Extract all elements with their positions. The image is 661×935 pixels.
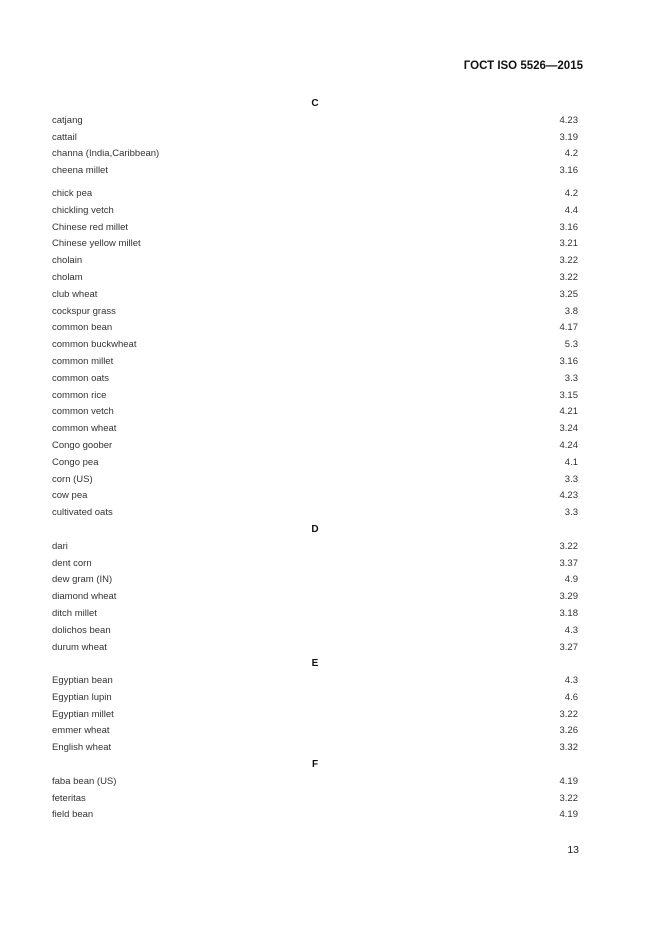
index-entry xyxy=(52,673,578,690)
entry-ref: 3.37 xyxy=(559,557,578,569)
entry-term: club wheat xyxy=(52,288,98,300)
entry-ref: 3.16 xyxy=(559,355,578,367)
index-entry xyxy=(52,203,578,220)
index-entry xyxy=(52,623,578,640)
index-entry xyxy=(52,556,578,573)
section-letter: E xyxy=(311,658,319,670)
entry-ref: 4.19 xyxy=(559,775,578,787)
entry-term: Congo pea xyxy=(52,456,99,468)
index-entry xyxy=(52,707,578,724)
entry-term: durum wheat xyxy=(52,641,107,653)
entry-ref: 4.23 xyxy=(559,114,578,126)
entry-ref: 3.21 xyxy=(559,238,578,250)
index-entry xyxy=(52,130,578,147)
entry-ref: 3.27 xyxy=(559,641,578,653)
index-entry xyxy=(52,438,578,455)
index-section-f xyxy=(52,757,578,824)
index-entry xyxy=(52,270,578,287)
entry-ref: 3.3 xyxy=(564,473,578,485)
index-entry xyxy=(52,113,578,130)
entry-ref: 4.17 xyxy=(559,322,578,334)
entry-term: Egyptian lupin xyxy=(52,691,112,703)
index-entry xyxy=(52,146,578,163)
entry-ref: 3.3 xyxy=(564,507,578,519)
index-entry xyxy=(52,455,578,472)
entry-ref: 4.3 xyxy=(564,624,578,636)
entry-term: common bean xyxy=(52,322,113,334)
entry-term: ditch millet xyxy=(52,607,97,619)
entry-ref: 3.24 xyxy=(559,423,578,435)
index-entry xyxy=(52,774,578,791)
section-letter: F xyxy=(311,759,319,771)
index-entry xyxy=(52,589,578,606)
index-entry xyxy=(52,320,578,337)
index-entry xyxy=(52,404,578,421)
index-entry xyxy=(52,354,578,371)
entry-term: Egyptian millet xyxy=(52,708,114,720)
entry-term: common buckwheat xyxy=(52,339,137,351)
entry-term: feteritas xyxy=(52,792,86,804)
section-letter: C xyxy=(311,98,319,109)
entry-ref: 3.22 xyxy=(559,708,578,720)
entry-ref: 4.2 xyxy=(564,187,578,199)
index-entry xyxy=(52,488,578,505)
entry-term: catjang xyxy=(52,114,83,126)
entry-term: common millet xyxy=(52,355,114,367)
index-entry xyxy=(52,723,578,740)
entry-ref: 3.3 xyxy=(564,372,578,384)
index-entry xyxy=(52,807,578,824)
entry-term: diamond wheat xyxy=(52,591,117,603)
entry-term: English wheat xyxy=(52,742,112,754)
entry-term: chickling vetch xyxy=(52,204,114,216)
entry-ref: 3.32 xyxy=(559,742,578,754)
entry-ref: 4.19 xyxy=(559,809,578,821)
entry-term: Chinese yellow millet xyxy=(52,238,141,250)
entry-ref: 3.22 xyxy=(559,271,578,283)
entry-ref: 3.19 xyxy=(559,131,578,143)
index-section-e xyxy=(52,656,578,757)
entry-ref: 4.3 xyxy=(564,675,578,687)
entry-term: chick pea xyxy=(52,187,93,199)
index-entry xyxy=(52,539,578,556)
section-letter: D xyxy=(311,523,319,535)
entry-term: corn (US) xyxy=(52,473,93,485)
entry-ref: 3.22 xyxy=(559,792,578,804)
index-entry xyxy=(52,236,578,253)
entry-term: cholam xyxy=(52,271,83,283)
entry-ref: 3.8 xyxy=(564,305,578,317)
entry-term: Chinese red millet xyxy=(52,221,129,233)
entry-term: common rice xyxy=(52,389,107,401)
index-entry xyxy=(52,640,578,657)
index-entry xyxy=(52,163,578,180)
entry-ref: 4.4 xyxy=(564,204,578,216)
entry-ref: 4.24 xyxy=(559,439,578,451)
index-entry xyxy=(52,472,578,489)
entry-ref: 4.23 xyxy=(559,490,578,502)
entry-term: dent corn xyxy=(52,557,92,569)
entry-term: dari xyxy=(52,540,68,552)
entry-term: Congo goober xyxy=(52,439,113,451)
entry-term: dew gram (IN) xyxy=(52,574,113,586)
entry-ref: 4.21 xyxy=(559,406,578,418)
entry-term: common vetch xyxy=(52,406,114,418)
entry-term: common oats xyxy=(52,372,110,384)
entry-term: cheena millet xyxy=(52,165,108,177)
index-entry xyxy=(52,421,578,438)
index-entry xyxy=(52,740,578,757)
entry-ref: 5.3 xyxy=(564,339,578,351)
index-entry xyxy=(52,304,578,321)
index-entry xyxy=(52,253,578,270)
entry-ref: 3.22 xyxy=(559,540,578,552)
index-section-d xyxy=(52,522,578,656)
entry-term: Egyptian bean xyxy=(52,675,113,687)
alphabetical-index xyxy=(52,96,578,824)
entry-term: channa (India,Caribbean) xyxy=(52,148,160,160)
entry-term: emmer wheat xyxy=(52,725,110,737)
entry-term: common wheat xyxy=(52,423,117,435)
entry-term: faba bean (US) xyxy=(52,775,117,787)
entry-ref: 3.18 xyxy=(559,607,578,619)
entry-term: cockspur grass xyxy=(52,305,116,317)
index-entry xyxy=(52,606,578,623)
document-code-header: ГОСТ ISO 5526—2015 xyxy=(463,60,583,72)
entry-ref: 4.6 xyxy=(564,691,578,703)
entry-ref: 3.16 xyxy=(559,165,578,177)
entry-ref: 3.16 xyxy=(559,221,578,233)
index-section-c xyxy=(52,96,578,522)
index-entry xyxy=(52,572,578,589)
index-entry xyxy=(52,505,578,522)
entry-term: cultivated oats xyxy=(52,507,113,519)
entry-term: dolichos bean xyxy=(52,624,111,636)
index-entry xyxy=(52,220,578,237)
index-entry xyxy=(52,337,578,354)
entry-ref: 3.22 xyxy=(559,255,578,267)
entry-term: cholain xyxy=(52,255,83,267)
entry-term: field bean xyxy=(52,809,94,821)
entry-term: cow pea xyxy=(52,490,88,502)
index-entry xyxy=(52,287,578,304)
entry-ref: 3.15 xyxy=(559,389,578,401)
entry-term: cattail xyxy=(52,131,77,143)
page-number: 13 xyxy=(567,844,579,856)
entry-ref: 4.1 xyxy=(564,456,578,468)
index-entry xyxy=(52,186,578,203)
entry-ref: 4.9 xyxy=(564,574,578,586)
index-entry xyxy=(52,388,578,405)
index-entry xyxy=(52,690,578,707)
index-entry xyxy=(52,371,578,388)
entry-ref: 3.25 xyxy=(559,288,578,300)
entry-ref: 4.2 xyxy=(564,148,578,160)
entry-ref: 3.26 xyxy=(559,725,578,737)
index-entry xyxy=(52,791,578,808)
entry-ref: 3.29 xyxy=(559,591,578,603)
